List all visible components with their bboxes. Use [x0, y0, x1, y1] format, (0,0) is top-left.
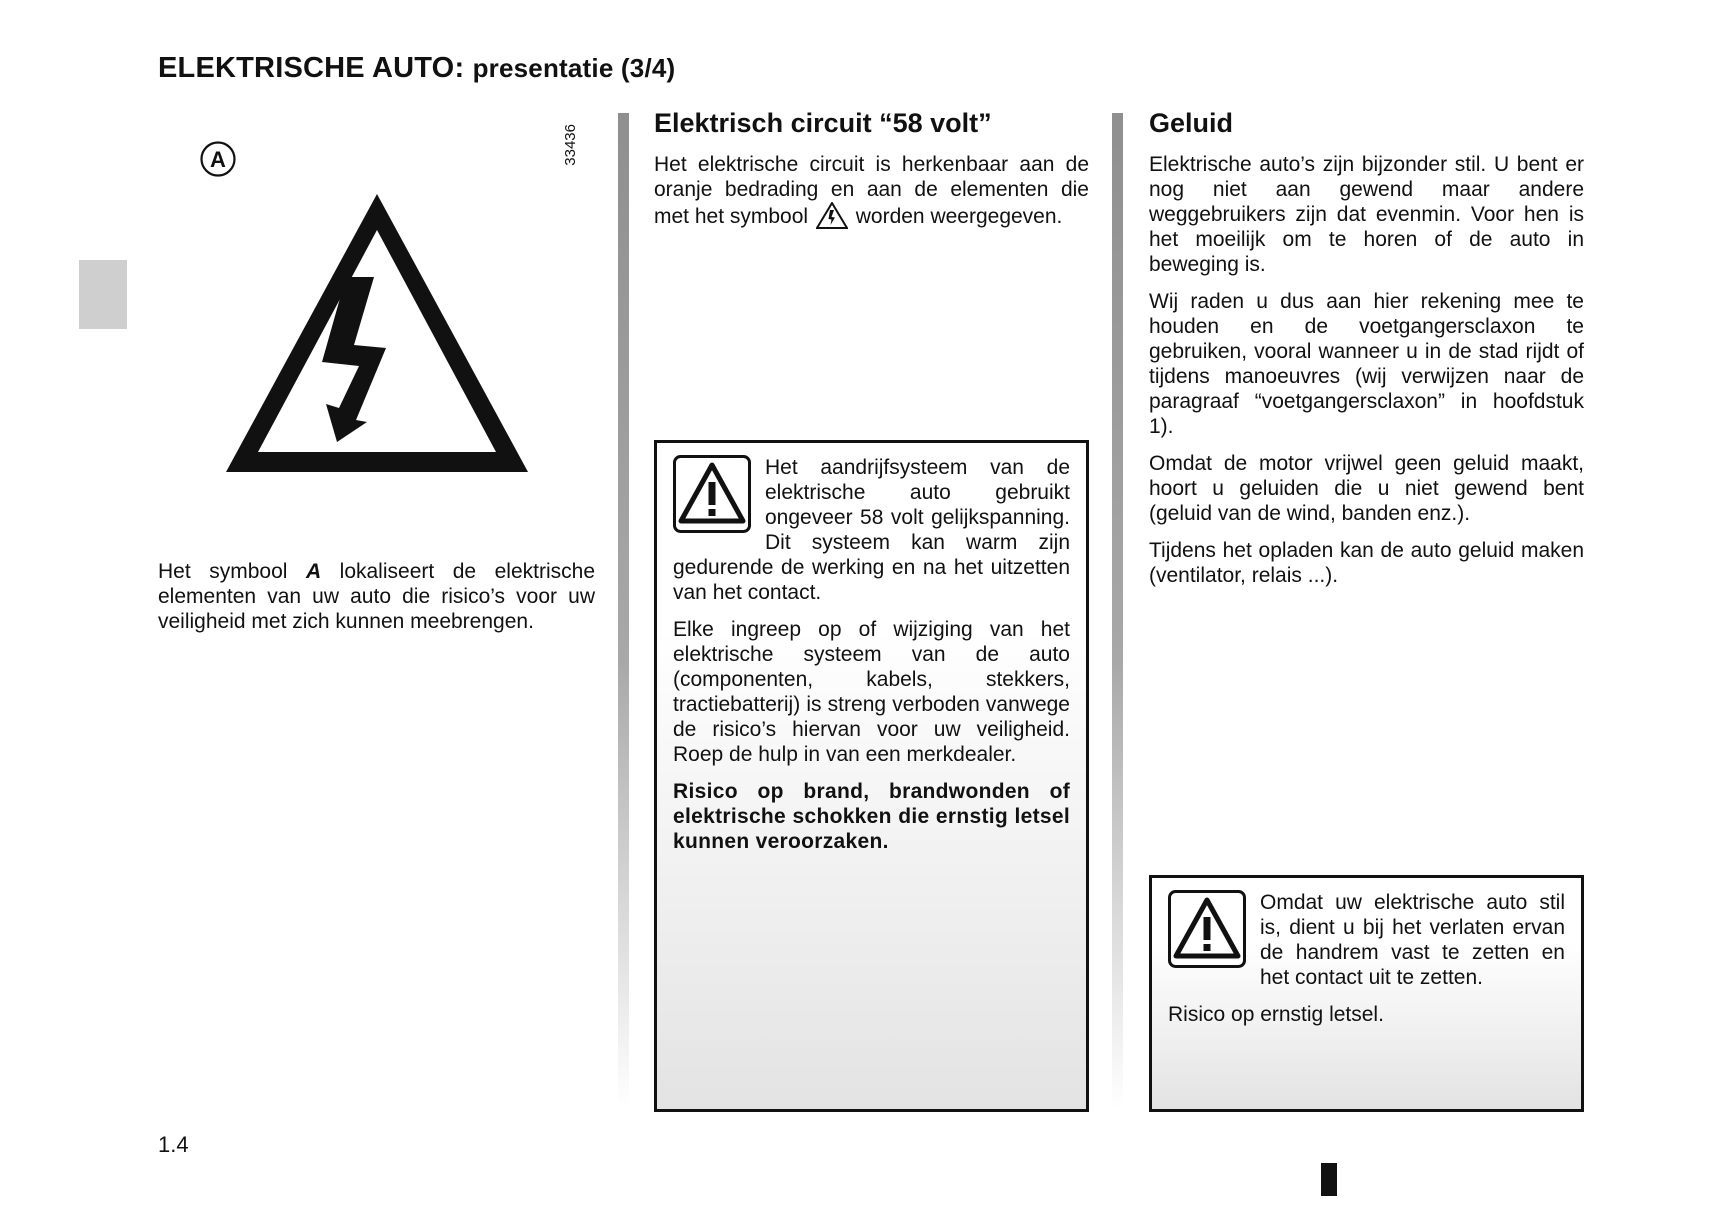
section-intro: Het elektrische circuit is herkenbaar aan de oranje bedrading en aan de elementen die met het symbool worden weergegeven.	[654, 153, 1089, 228]
paragraph: Omdat de motor vrijwel geen geluid maakt, hoort u geluiden die u niet gewend bent (geluid van de wind, banden enz.).	[1149, 452, 1584, 525]
warning-box	[1149, 875, 1584, 1112]
page-title-main: ELEKTRISCHE AUTO:	[158, 52, 465, 84]
caption-symbol: A	[305, 560, 322, 583]
warning-triangle-icon	[1168, 890, 1246, 968]
paragraph: Wij raden u dus aan hier rekening mee te houden en de voetgangersclaxon te gebruiken, vooral wanneer u in de stad rijdt of tijdens manoeuvres (wij verwijzen naar de paragraaf “voetgangersclaxon” in hoofdstuk 1).	[1149, 290, 1584, 438]
paragraph: Elektrische auto’s zijn bijzonder stil. U bent er nog niet aan gewend maar andere weggebruikers zijn dat evenmin. Voor hen is het moeilijk om te horen of de auto in beweging is.	[1149, 153, 1584, 276]
page-edge-marker	[1321, 1163, 1337, 1196]
warning-triangle-icon	[673, 455, 751, 533]
page-title	[158, 52, 675, 85]
section-heading: Elektrisch circuit “58 volt”	[654, 108, 992, 138]
warning-text: Het aandrijfsysteem van de elektrische auto gebruikt ongeveer 58 volt gelijkspanning. Dit systeem kan warm zijn gedurende de werking en na het uitzetten van het contact.	[673, 456, 1070, 604]
warning-text: Omdat uw elektrische auto stil is, dient u bij het verlaten ervan de handrem vast te zetten en het contact uit te zetten.	[1260, 891, 1565, 989]
high-voltage-warning-icon	[222, 190, 532, 476]
column-separator	[618, 113, 629, 1108]
warning-text: Elke ingreep op of wijziging van het elektrische systeem van de auto (componenten, kabels, stekkers, tractiebatterij) is streng verboden vanwege de risico’s hiervan voor uw veiligheid. Roep de hulp in van een merkdealer.	[673, 618, 1070, 766]
chapter-tab	[79, 260, 127, 329]
high-voltage-symbol-icon	[816, 202, 848, 229]
figure-caption: Het symbool A lokaliseert de elektrische elementen van uw auto die risico’s voor uw veiligheid met zich kunnen meebrengen.	[158, 560, 596, 633]
warning-risk-text: Risico op ernstig letsel.	[1168, 1003, 1384, 1026]
paragraph: Tijdens het opladen kan de auto geluid maken (ventilator, relais ...).	[1149, 539, 1584, 587]
warning-risk-text: Risico op brand, brandwonden of elektrische schokken die ernstig letsel kunnen veroorzaken.	[673, 780, 1070, 853]
section-body	[1149, 152, 1584, 588]
figure-label-badge	[199, 140, 237, 178]
page-title-sub: presentatie (3/4)	[472, 53, 676, 83]
section-heading: Geluid	[1149, 108, 1234, 138]
page-number: 1.4	[158, 1132, 189, 1157]
warning-box	[654, 440, 1089, 1112]
figure-label: A	[210, 147, 226, 172]
column-separator	[1112, 113, 1123, 1108]
figure-number: 33436	[562, 124, 579, 166]
